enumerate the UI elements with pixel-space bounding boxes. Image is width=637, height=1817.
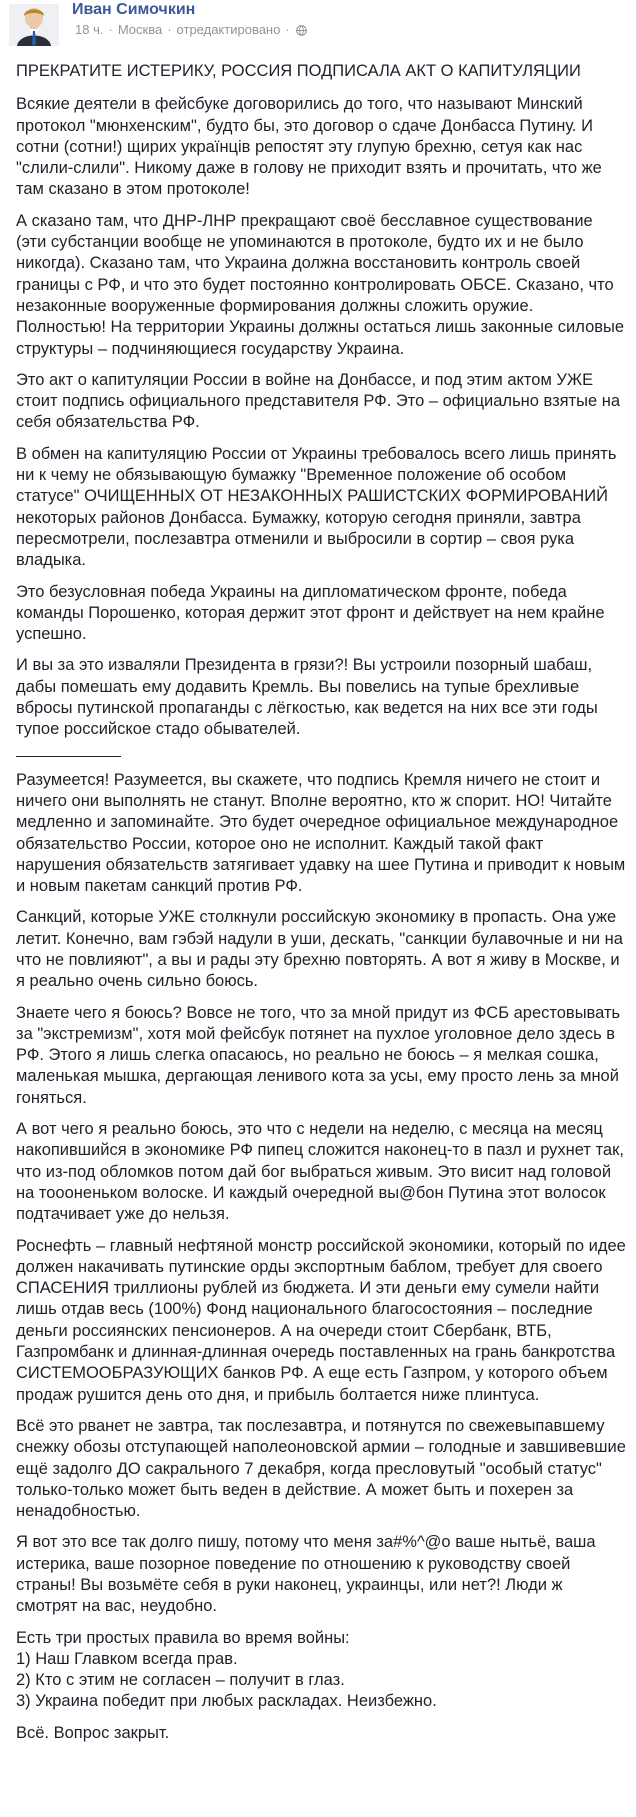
globe-icon[interactable] bbox=[296, 24, 307, 35]
closing-line: Всё. Вопрос закрыт. bbox=[16, 1723, 170, 1742]
paragraph: И вы за это изваляли Президента в грязи?! Вы устроили позорный шабаш, дабы помешать ему додавить Кремль. Вы повелись на тупые брехливые вбросы путинской пропаганды с лёгкостью, как ведется на них все эти годы тупое российское стадо обывателей. bbox=[16, 656, 598, 739]
paragraph: Я вот это все так долго пишу, потому что меня за#%^@о ваше нытьё, ваша истерика, ваше позорное поведение по отношению к руководству своей страны! Вы возьмёте себя в руки наконец, украинцы, или нет?! Люди ж смотрят на вас, неудобно. bbox=[16, 1533, 596, 1616]
paragraph: Всякие деятели в фейсбуке договорились до того, что называют Минский протокол "мюнхенским", будто бы, это договор о сдаче Донбасса Путину. И сотни (сотни!) щирих українців репостят эту глупую брехню, сетуя как нас "слили-слили". Никому даже в голову не приходит взять и прочитать, что же там сказано в этом протоколе! bbox=[16, 95, 602, 199]
post-headline: ПРЕКРАТИТЕ ИСТЕРИКУ, РОССИЯ ПОДПИСАЛА АКТ О КАПИТУЛЯЦИИ bbox=[16, 62, 581, 80]
paragraph: А сказано там, что ДНР-ЛНР прекращают своё бесславное существование (эти субстанции вообще не упоминаются в протоколе, будто их и не было никогда). Сказано там, что Украина должна восстановить контроль своей границы с РФ, и что это будет постоянно контролировать ОБСЕ. Сказано, что незаконные вооруженные формирования должны сложить оружие. Полностью! На территории Украины должны остаться лишь законные силовые структуры – подчиняющиеся государству Украина. bbox=[16, 211, 625, 358]
paragraph: Это безусловная победа Украины на дипломатическом фронте, победа команды Порошенко, которая держит этот фронт и действует на нем крайне успешно. bbox=[16, 582, 605, 644]
paragraph: Всё это рванет не завтра, так послезавтра, и потянутся по свежевыпавшему снежку обозы отступающей наполеоновской армии – голодные и завшивевшие ещё задолго ДО сакрального 7 декабря, когда пресловутый "особый статус" только-только может быть веден в действие. А может быть и похерен за ненадобностью. bbox=[16, 1416, 626, 1521]
text-divider bbox=[16, 756, 121, 757]
paragraph: В обмен на капитуляцию России от Украины требовалось всего лишь принять ни к чему не обязывающую бумажку "Временное положение об особом статусе" ОЧИЩЕННЫХ ОТ НЕЗАКОННЫХ РАШИСТСКИХ ФОРМИРОВАНИЙ некоторых районов Донбасса. Бумажку, которую сегодня приняли, завтра пересмотрели, послезавтра отменили и выбросили в сортир – своя рука владыка. bbox=[16, 444, 617, 570]
author-name[interactable]: Иван Симочкин bbox=[72, 1, 196, 18]
avatar-portrait-icon bbox=[9, 4, 59, 46]
post-timestamp[interactable]: 18 ч. bbox=[75, 22, 104, 37]
paragraph: А вот чего я реально боюсь, это что с недели на неделю, с месяца на месяц накопившийся в экономике РФ пипец сложится наконец-то в пазл и рухнет так, что из-под обломков потом дай бог выбраться живым. Это висит над головой на тоооненьком волоске. И каждый очередной вы@бон Путина этот волосок подтачивает уже до нельзя. bbox=[16, 1120, 624, 1224]
edited-label[interactable]: отредактировано bbox=[176, 22, 281, 37]
author-avatar[interactable] bbox=[9, 4, 59, 46]
meta-separator: · bbox=[285, 22, 290, 37]
paragraph: Разумеется! Разумеется, вы скажете, что подпись Кремля ничего не стоит и ничего они выполнять не станут. Вполне вероятно, кто ж спорит. НО! Читайте медленно и запоминайте. Это будет очередное официальное международное обязательство России, которое оно не исполнит. Каждый такой факт нарушения обязательств затягивает удавку на шее Путина и приводит к новым и новым пакетам санкций против РФ. bbox=[16, 770, 626, 896]
post-location[interactable]: Москва bbox=[117, 22, 163, 37]
post-meta bbox=[75, 22, 307, 37]
paragraph: Знаете чего я боюсь? Вовсе не того, что за мной придут из ФСБ арестовывать за "экстремизм", хотя мой фейсбук потянет на пухлое уголовное дело здесь в РФ. Этого я лишь слегка опасаюсь, но реально не боюсь – я мелкая сошка, маленькая мышка, дергающая ленивого кота за усы, ему просто лень за мной гоняться. bbox=[16, 1003, 621, 1107]
post-header bbox=[0, 0, 636, 46]
meta-separator: · bbox=[108, 22, 113, 37]
paragraph: Это акт о капитуляции России в войне на Донбассе, и под этим актом УЖЕ стоит подпись официального представителя РФ. Это – официально взятые на себя обязательства РФ. bbox=[16, 370, 621, 432]
post-body bbox=[16, 61, 626, 1754]
meta-separator: · bbox=[167, 22, 172, 37]
rules-list: Есть три простых правила во время войны: 1) Наш Главком всегда прав. 2) Кто с этим не согласен – получит в глаз. 3) Украина победит при любых раскладах. Неизбежно. bbox=[16, 1628, 437, 1711]
paragraph: Роснефть – главный нефтяной монстр российской экономики, который по идее должен накачивать путинские орды экспортным баблом, требует для своего СПАСЕНИЯ триллионы рублей из бюджета. И эти деньги ему сумели найти лишь отдав весь (100%) Фонд национального благосостояния – последние деньги россиянских пенсионеров. А на очереди стоит Сбербанк, ВТБ, Газпромбанк и длинная-длинная очередь поставленных на грань банкротства СИСТЕМООБРАЗУЮЩИХ банков РФ. А еще есть Газпром, у которого объем продаж рушится день ото дня, и прибыль болтается ниже плинтуса. bbox=[16, 1236, 626, 1404]
paragraph: Санкций, которые УЖЕ столкнули российскую экономику в пропасть. Она уже летит. Конечно, вам гэбэй надули в уши, дескать, "санкции булавочные и ни на что не повлияют", а вы и рады эту брехню повторять. А вот я живу в Москве, и я реально очень сильно боюсь. bbox=[16, 908, 623, 991]
